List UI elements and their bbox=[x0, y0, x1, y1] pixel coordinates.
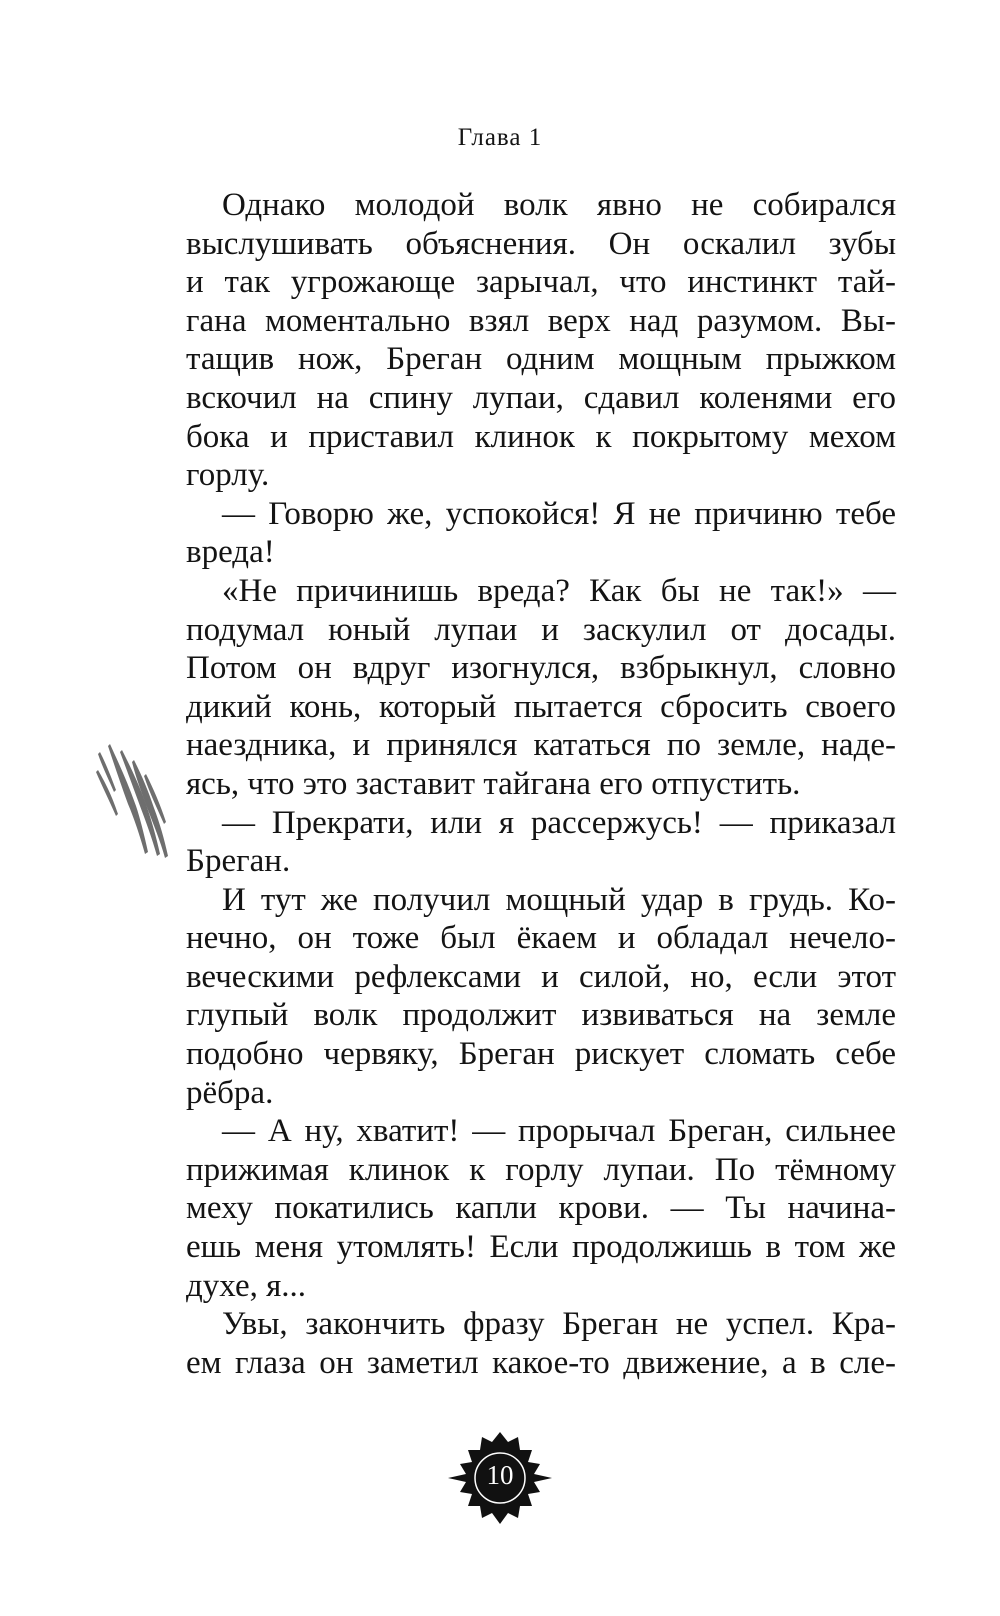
page-number: 10 bbox=[486, 1460, 514, 1490]
running-head: Глава 1 bbox=[457, 124, 543, 151]
text-line: гана моментально взял верх над разумом. Вы- bbox=[186, 302, 896, 339]
text-line: Потом он вдруг изогнулся, взбрыкнул, словно bbox=[186, 650, 896, 687]
text-line: Бреган. bbox=[186, 843, 291, 880]
text-line: рёбра. bbox=[186, 1074, 274, 1111]
claw-marks-icon bbox=[96, 744, 174, 860]
text-line: подобно червяку, Бреган рискует сломать себе bbox=[186, 1036, 896, 1073]
text-line: ешь меня утомлять! Если продолжишь в том же bbox=[186, 1229, 896, 1266]
text-line: — Говорю же, успокойся! Я не причиню тебе bbox=[222, 495, 896, 532]
text-line: ем глаза он заметил какое-то движение, а в сле- bbox=[186, 1344, 896, 1381]
text-line: Увы, закончить фразу Бреган не успел. Кра- bbox=[222, 1306, 896, 1343]
text-line: духе, я... bbox=[186, 1267, 307, 1304]
text-line: меху покатились капли крови. — Ты начина- bbox=[186, 1190, 896, 1227]
body-text bbox=[186, 186, 896, 1382]
text-line: глупый волк продолжит извиваться на земле bbox=[186, 997, 896, 1034]
text-line: — Прекрати, или я рассержусь! — приказал bbox=[222, 804, 896, 841]
text-line: вскочил на спину лупаи, сдавил коленями его bbox=[186, 379, 896, 416]
text-line: прижимая клинок к горлу лупаи. По тёмному bbox=[186, 1151, 896, 1188]
text-line: И тут же получил мощный удар в грудь. Ко- bbox=[222, 881, 896, 918]
page-number-badge bbox=[448, 1432, 552, 1524]
text-line: веческими рефлексами и силой, но, если этот bbox=[186, 958, 896, 995]
text-line: ясь, что это заставит тайгана его отпустить. bbox=[186, 765, 801, 802]
text-line: бока и приставил клинок к покрытому мехом bbox=[186, 418, 896, 455]
text-line: вреда! bbox=[186, 534, 275, 571]
text-line: тащив нож, Бреган одним мощным прыжком bbox=[186, 341, 896, 378]
text-line: подумал юный лупаи и заскулил от досады. bbox=[186, 611, 896, 648]
text-line: «Не причинишь вреда? Как бы не так!» — bbox=[222, 572, 896, 609]
text-line: дикий конь, который пытается сбросить своего bbox=[186, 688, 896, 725]
text-line: нечно, он тоже был ёкаем и обладал нечело- bbox=[186, 920, 896, 957]
text-line: и так угрожающе зарычал, что инстинкт тай- bbox=[186, 264, 896, 301]
text-line: — А ну, хватит! — прорычал Бреган, сильнее bbox=[222, 1113, 896, 1150]
text-line: горлу. bbox=[186, 457, 270, 494]
text-line: Однако молодой волк явно не собирался bbox=[222, 187, 896, 223]
text-line: выслушивать объяснения. Он оскалил зубы bbox=[186, 225, 896, 262]
text-line: наездника, и принялся кататься по земле, наде- bbox=[186, 727, 896, 764]
